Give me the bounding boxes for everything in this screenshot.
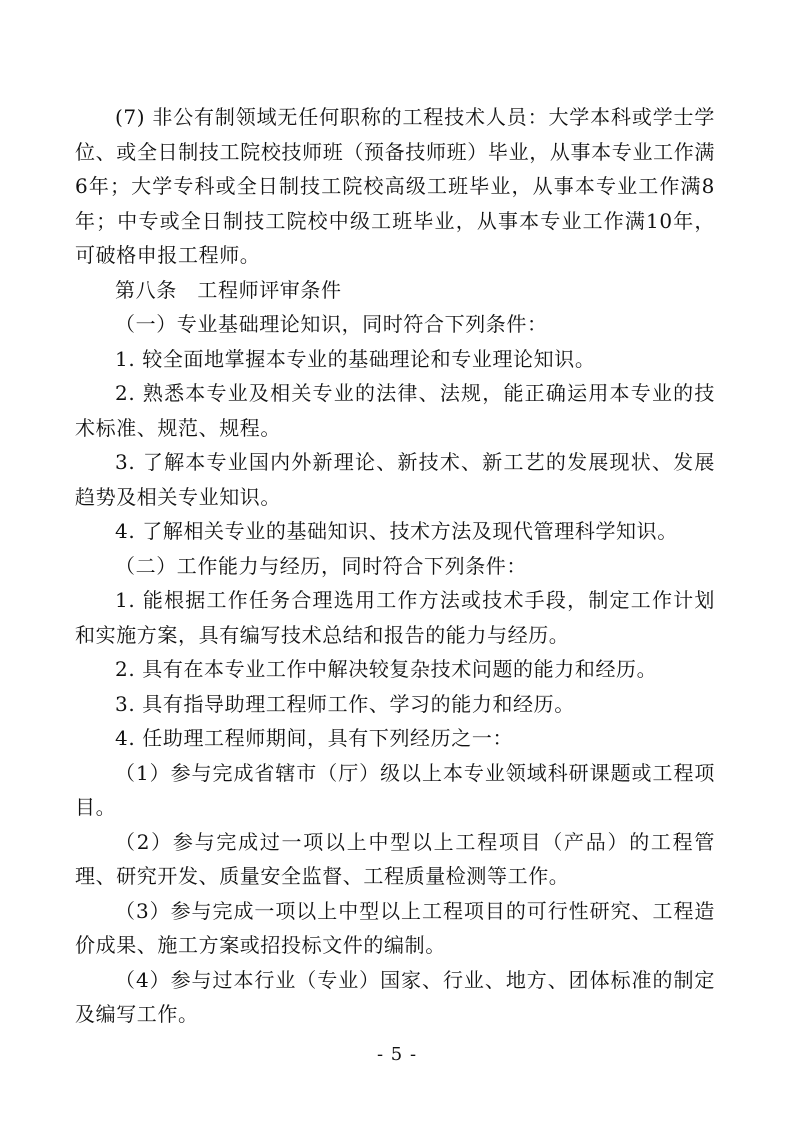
sub-item: （3）参与完成一项以上中型以上工程项目的可行性研究、工程造价成果、施工方案或招投标文件的编制。	[75, 898, 715, 957]
sub-item: （1）参与完成省辖市（厅）级以上本专业领域科研课题或工程项目。	[75, 760, 715, 819]
paragraph-item: 4. 任助理工程师期间，具有下列经历之一：	[115, 726, 514, 750]
section-two-heading: （二）工作能力与经历，同时符合下列条件：	[115, 553, 527, 578]
paragraph-item: 1. 较全面地掌握本专业的基础理论和专业理论知识。	[115, 346, 596, 371]
page-number: - 5 -	[376, 1044, 418, 1065]
sub-item: （2）参与完成过一项以上中型以上工程项目（产品）的工程管理、研究开发、质量安全监督、工程质量检测等工作。	[75, 829, 715, 888]
paragraph-item: 3. 了解本专业国内外新理论、新技术、新工艺的发展现状、发展趋势及相关专业知识。	[75, 450, 715, 509]
paragraph-item: 2. 熟悉本专业及相关专业的法律、法规，能正确运用本专业的技术标准、规范、规程。	[75, 381, 715, 440]
sub-item: （4）参与过本行业（专业）国家、行业、地方、团体标准的制定及编写工作。	[75, 967, 715, 1026]
paragraph-item: 1. 能根据工作任务合理选用工作方法或技术手段，制定工作计划和实施方案，具有编写技术总结和报告的能力与经历。	[75, 588, 715, 647]
document-body	[75, 100, 715, 1032]
article-eight-heading: 第八条 工程师评审条件	[115, 277, 342, 302]
paragraph-item: 2. 具有在本专业工作中解决较复杂技术问题的能力和经历。	[115, 657, 658, 681]
section-one-heading: （一）专业基础理论知识，同时符合下列条件：	[115, 312, 548, 336]
paragraph-item: 4. 了解相关专业的基础知识、技术方法及现代管理科学知识。	[115, 519, 678, 543]
paragraph-item: 3. 具有指导助理工程师工作、学习的能力和经历。	[115, 691, 575, 716]
paragraph-breakthrough-condition: (7) 非公有制领域无任何职称的工程技术人员：大学本科或学士学位、或全日制技工院校技师班（预备技师班）毕业，从事本专业工作满6年；大学专科或全日制技工院校高级工班毕业，从事本专业工作满8年；中专或全日制技工院校中级工班毕业，从事本专业工作满10年，可破格申报工程师。	[75, 105, 715, 267]
